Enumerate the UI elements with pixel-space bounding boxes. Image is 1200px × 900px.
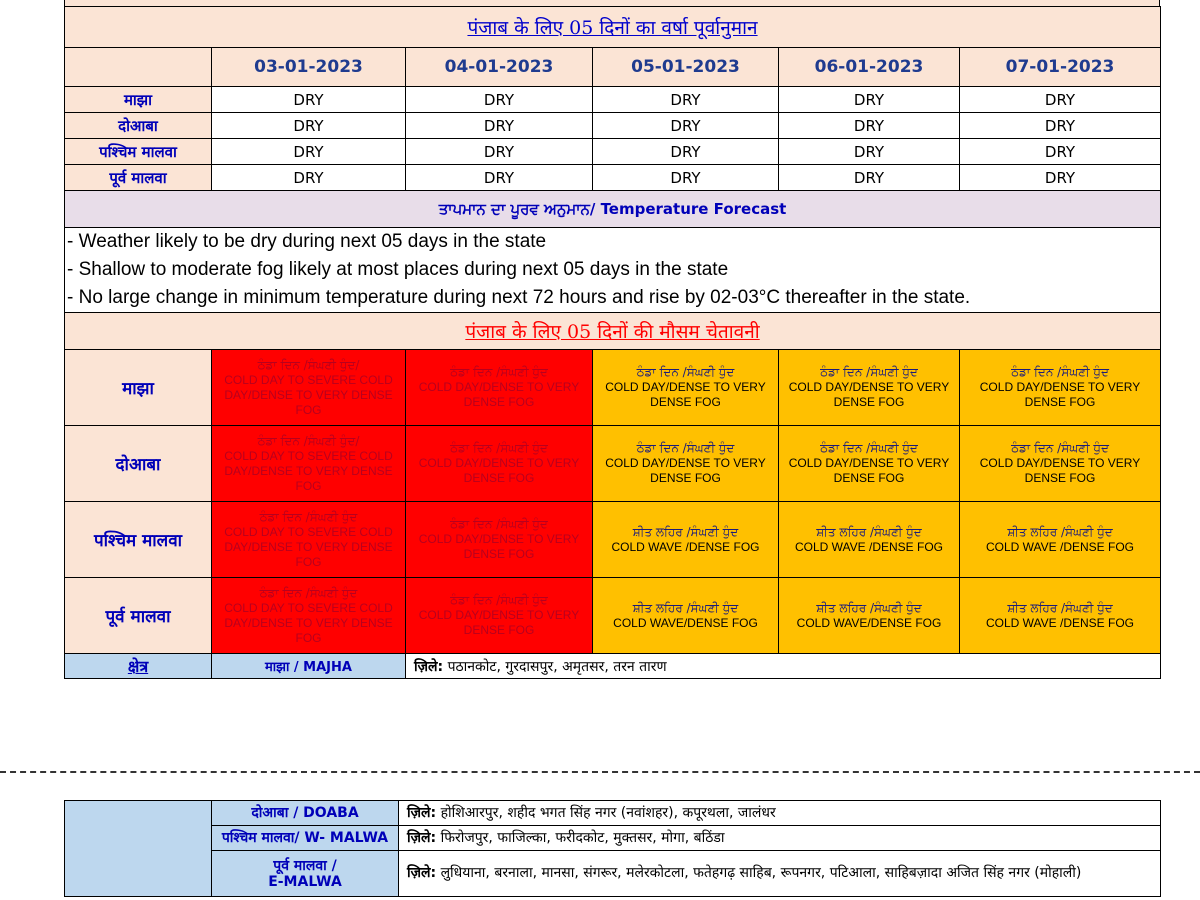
- warning-english: COLD DAY/DENSE TO VERY DENSE FOG: [979, 380, 1141, 409]
- district-list: लुधियाना, बरनाला, मानसा, संगरूर, मलेरकोटला, फतेहगढ़ साहिब, रूपनगर, पटिआला, साहिबज़ादा अजित सिंह नगर (मोहाली): [440, 865, 1082, 881]
- warning-punjabi: ਠੰਡਾ ਦਿਨ /ਸੰਘਣੀ ਧੁੰਦ: [820, 441, 918, 455]
- rain-cell: DRY: [960, 113, 1161, 139]
- warning-cell: [212, 502, 406, 578]
- warning-english: COLD WAVE /DENSE FOG: [611, 539, 760, 554]
- warning-punjabi: ਠੰਡਾ ਦਿਨ /ਸੰਘਣੀ ਧੁੰਦ: [450, 593, 548, 607]
- warning-english: COLD DAY/DENSE TO VERY DENSE FOG: [418, 608, 580, 637]
- warning-cell: [212, 426, 406, 502]
- district-prefix: ज़िले:: [407, 804, 437, 821]
- zone-name: माझा / MAJHA: [212, 654, 406, 679]
- warning-punjabi: ਠੰਡਾ ਦਿਨ /ਸੰਘਣੀ ਧੁੰਦ/: [257, 357, 360, 372]
- warning-punjabi: ਸ਼ੀਤ ਲਹਿਰ /ਸੰਘਣੀ ਧੁੰਦ: [632, 600, 739, 615]
- zone-name-line: पूर्व मालवा /: [273, 857, 337, 874]
- zone-districts: [399, 826, 1161, 851]
- zone-name: दोआबा / DOABA: [212, 801, 399, 826]
- forecast-notes: [65, 228, 1161, 313]
- district-list: पठानकोट, गुरदासपुर, अमृतसर, तरन तारण: [447, 658, 667, 675]
- warning-english: COLD WAVE /DENSE FOG: [986, 615, 1135, 630]
- warning-punjabi: ਠੰਡਾ ਦਿਨ /ਸੰਘਣੀ ਧੁੰਦ: [450, 365, 548, 379]
- warning-punjabi: ਠੰਡਾ ਦਿਨ /ਸੰਘਣੀ ਧੁੰਦ: [1011, 441, 1109, 455]
- region-label: पश्चिम मालवा: [65, 502, 212, 578]
- rain-cell: DRY: [212, 139, 406, 165]
- zone-row-doaba: [65, 801, 1161, 826]
- warning-row-doaba: [65, 426, 1161, 502]
- rain-cell: DRY: [960, 165, 1161, 191]
- warning-punjabi: ਠੰਡਾ ਦਿਨ /ਸੰਘਣੀ ਧੁੰਦ: [450, 441, 548, 455]
- warning-cell: [960, 502, 1161, 578]
- zone-districts: [399, 851, 1161, 897]
- warning-punjabi: ਠੰਡਾ ਦਿਨ /ਸੰਘਣੀ ਧੁੰਦ: [820, 365, 918, 379]
- date-header: 06-01-2023: [779, 48, 960, 87]
- rain-cell: DRY: [779, 139, 960, 165]
- rain-cell: DRY: [960, 139, 1161, 165]
- page-break-line: [0, 771, 1200, 773]
- rain-row-majha: [65, 87, 1161, 113]
- warning-punjabi: ਸ਼ੀਤ ਲਹਿਰ /ਸੰਘਣੀ ਧੁੰਦ: [1007, 524, 1113, 539]
- warning-english: COLD DAY/DENSE TO VERY DENSE FOG: [788, 456, 950, 485]
- note-line: - Shallow to moderate fog likely at most places during next 05 days in the state: [67, 259, 729, 280]
- region-label: पूर्व मालवा: [65, 165, 212, 191]
- warning-english: COLD WAVE /DENSE FOG: [794, 539, 944, 554]
- district-prefix: ज़िले:: [414, 658, 444, 675]
- warning-english: COLD DAY/DENSE TO VERY DENSE FOG: [605, 456, 766, 485]
- warning-cell: [779, 350, 960, 426]
- date-header-row: [65, 48, 1161, 87]
- warning-cell: [779, 502, 960, 578]
- warning-cell: [960, 578, 1161, 654]
- rain-cell: DRY: [779, 87, 960, 113]
- warning-punjabi: ਠੰਡਾ ਦਿਨ /ਸੰਘਣੀ ਧੁੰਦ: [450, 517, 548, 531]
- warning-row-e-malwa: [65, 578, 1161, 654]
- zone-name-line: E-MALWA: [268, 873, 342, 890]
- warning-english: COLD WAVE/DENSE FOG: [613, 615, 758, 630]
- rain-row-e-malwa: [65, 165, 1161, 191]
- rain-cell: DRY: [593, 87, 779, 113]
- date-header: 04-01-2023: [406, 48, 593, 87]
- forecast-sheet: [64, 0, 1160, 679]
- warning-english: COLD DAY/DENSE TO VERY DENSE FOG: [418, 456, 580, 485]
- rain-cell: DRY: [593, 139, 779, 165]
- warning-cell: [406, 502, 593, 578]
- zone-heading: क्षेत्र: [65, 654, 212, 679]
- warning-punjabi: ਸ਼ੀਤ ਲਹਿਰ /ਸੰਘਣੀ ਧੁੰਦ: [632, 524, 739, 539]
- warning-english: COLD DAY TO SEVERE COLD DAY/DENSE TO VERY DENSE FOG: [224, 372, 393, 417]
- rain-cell: DRY: [212, 165, 406, 191]
- warning-english: COLD WAVE /DENSE FOG: [986, 539, 1135, 554]
- rain-cell: DRY: [593, 113, 779, 139]
- warning-cell: [593, 426, 779, 502]
- warning-cell: [779, 578, 960, 654]
- rain-cell: DRY: [960, 87, 1161, 113]
- note-line: - Weather likely to be dry during next 05 days in the state: [67, 231, 547, 252]
- region-label: दोआबा: [65, 426, 212, 502]
- rain-cell: DRY: [593, 165, 779, 191]
- zone-row-e-malwa: [65, 851, 1161, 897]
- warning-cell: [593, 502, 779, 578]
- warning-english: COLD DAY/DENSE TO VERY DENSE FOG: [979, 456, 1141, 485]
- region-label: दोआबा: [65, 113, 212, 139]
- warning-punjabi: ਠੰਡਾ ਦਿਨ /ਸੰਘਣੀ ਧੁੰਦ: [636, 365, 735, 379]
- region-label: माझा: [65, 350, 212, 426]
- zone-districts: [406, 654, 1161, 679]
- district-list: फिरोजपुर, फाजिल्का, फरीदकोट, मुक्तसर, मोगा, बठिंडा: [440, 829, 725, 846]
- zone-sheet-continued: [64, 800, 1160, 897]
- zone-heading-blank: [65, 801, 212, 897]
- warning-english: COLD DAY/DENSE TO VERY DENSE FOG: [788, 380, 950, 409]
- date-header: 03-01-2023: [212, 48, 406, 87]
- temperature-forecast-title: ਤਾਪਮਾਨ ਦਾ ਪੂਰਵ ਅਨੁਮਾਨ/ Temperature Forecast: [65, 191, 1161, 228]
- warning-cell: [593, 350, 779, 426]
- rain-row-w-malwa: [65, 139, 1161, 165]
- rain-cell: DRY: [406, 113, 593, 139]
- date-header: 05-01-2023: [593, 48, 779, 87]
- zone-districts: [399, 801, 1161, 826]
- warning-cell: [593, 578, 779, 654]
- warning-punjabi: ਠੰਡਾ ਦਿਨ /ਸੰਘਣੀ ਧੁੰਦ: [636, 441, 735, 455]
- warning-cell: [960, 426, 1161, 502]
- forecast-table: [64, 6, 1161, 679]
- warning-punjabi: ਠੰਡਾ ਦਿਨ /ਸੰਘਣੀ ਧੁੰਦ: [259, 509, 358, 524]
- rain-cell: DRY: [212, 87, 406, 113]
- district-prefix: ज़िले:: [407, 829, 437, 846]
- rain-cell: DRY: [406, 87, 593, 113]
- date-header-blank: [65, 48, 212, 87]
- warning-english: COLD DAY TO SEVERE COLD DAY/DENSE TO VERY DENSE FOG: [224, 448, 393, 493]
- date-header: 07-01-2023: [960, 48, 1161, 87]
- warning-cell: [960, 350, 1161, 426]
- rain-row-doaba: [65, 113, 1161, 139]
- zone-row-majha: [65, 654, 1161, 679]
- zone-name: पश्चिम मालवा/ W- MALWA: [212, 826, 399, 851]
- rain-cell: DRY: [406, 165, 593, 191]
- warning-cell: [406, 578, 593, 654]
- warning-english: COLD WAVE/DENSE FOG: [796, 615, 942, 630]
- zone-table: [64, 800, 1161, 897]
- warning-punjabi: ਠੰਡਾ ਦਿਨ /ਸੰਘਣੀ ਧੁੰਦ: [259, 585, 358, 600]
- region-label: माझा: [65, 87, 212, 113]
- warning-cell: [406, 350, 593, 426]
- district-prefix: ज़िले:: [407, 865, 437, 881]
- warning-row-majha: [65, 350, 1161, 426]
- warning-cell: [779, 426, 960, 502]
- warning-english: COLD DAY/DENSE TO VERY DENSE FOG: [605, 380, 766, 409]
- warning-english: COLD DAY TO SEVERE COLD DAY/DENSE TO VERY DENSE FOG: [224, 524, 393, 569]
- warning-cell: [212, 350, 406, 426]
- region-label: पूर्व मालवा: [65, 578, 212, 654]
- warning-english: COLD DAY/DENSE TO VERY DENSE FOG: [418, 380, 580, 409]
- warning-row-w-malwa: [65, 502, 1161, 578]
- warning-punjabi: ਸ਼ੀਤ ਲਹਿਰ /ਸੰਘਣੀ ਧੁੰਦ: [1007, 600, 1113, 615]
- rain-cell: DRY: [779, 165, 960, 191]
- zone-row-w-malwa: [65, 826, 1161, 851]
- rain-cell: DRY: [406, 139, 593, 165]
- warning-english: COLD DAY TO SEVERE COLD DAY/DENSE TO VERY DENSE FOG: [224, 600, 393, 645]
- warning-punjabi: ਠੰਡਾ ਦਿਨ /ਸੰਘਣੀ ਧੁੰਦ/: [257, 433, 360, 448]
- warning-punjabi: ਸ਼ੀਤ ਲਹਿਰ /ਸੰਘਣੀ ਧੁੰਦ: [816, 600, 922, 615]
- region-label: पश्चिम मालवा: [65, 139, 212, 165]
- warning-cell: [406, 426, 593, 502]
- rain-cell: DRY: [779, 113, 960, 139]
- warning-english: COLD DAY/DENSE TO VERY DENSE FOG: [418, 532, 580, 561]
- rain-forecast-title: पंजाब के लिए 05 दिनों का वर्षा पूर्वानुमान: [65, 7, 1161, 48]
- warning-punjabi: ਸ਼ੀਤ ਲਹਿਰ /ਸੰਘਣੀ ਧੁੰਦ: [816, 524, 922, 539]
- note-line: - No large change in minimum temperature during next 72 hours and rise by 02-03°C thereafter in the state.: [67, 287, 971, 308]
- warning-cell: [212, 578, 406, 654]
- zone-name: [212, 851, 399, 897]
- rain-cell: DRY: [212, 113, 406, 139]
- warning-punjabi: ਠੰਡਾ ਦਿਨ /ਸੰਘਣੀ ਧੁੰਦ: [1011, 365, 1109, 379]
- warning-title: पंजाब के लिए 05 दिनों की मौसम चेतावनी: [65, 313, 1161, 350]
- district-list: होशिआरपुर, शहीद भगत सिंह नगर (नवांशहर), कपूरथला, जालंधर: [440, 804, 776, 821]
